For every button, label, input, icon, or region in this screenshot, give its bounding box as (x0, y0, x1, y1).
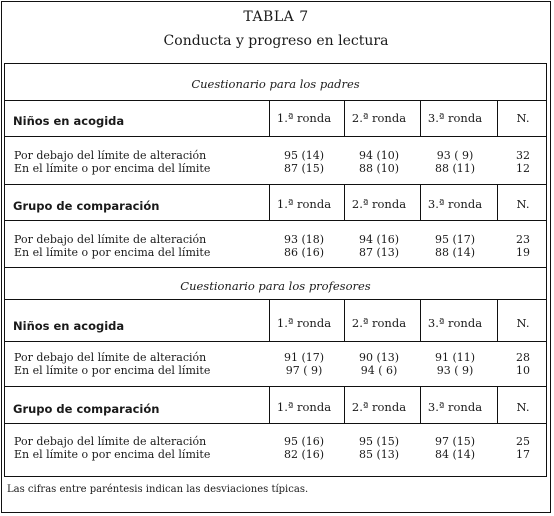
table-cell: 19 (516, 246, 530, 259)
row-label-below: Por debajo del límite de alteración (14, 233, 207, 246)
table-cell: 23 (516, 233, 530, 246)
table-title: TABLA 7 (243, 9, 309, 25)
column-divider (269, 386, 270, 423)
table-cell: 91 (11) (434, 351, 476, 364)
table-cell: 86 (16) (283, 246, 325, 259)
column-divider (344, 184, 345, 220)
row-label-at-above: En el límite o por encima del límite (14, 162, 211, 175)
column-divider (269, 299, 270, 341)
table-cell: 94 ( 6) (360, 364, 398, 377)
header-round-1: 1.ª ronda (276, 316, 332, 330)
column-divider (497, 100, 498, 136)
table-cell: 88 (10) (358, 162, 400, 175)
section-title-padres: Cuestionario para los padres (191, 77, 360, 91)
column-divider (497, 299, 498, 341)
row-label-at-above: En el límite o por encima del límite (14, 448, 211, 461)
group-label: Grupo de comparación (13, 199, 160, 213)
table-cell: 90 (13) (358, 351, 400, 364)
divider (5, 267, 546, 268)
table-cell: 84 (14) (434, 448, 476, 461)
table-cell: 88 (11) (434, 162, 476, 175)
divider (5, 423, 546, 424)
header-round-1: 1.ª ronda (276, 400, 332, 414)
table-cell: 95 (15) (358, 435, 400, 448)
table-cell: 94 (10) (358, 149, 400, 162)
column-divider (420, 299, 421, 341)
header-round-3: 3.ª ronda (427, 111, 483, 125)
table-cell: 10 (516, 364, 530, 377)
header-round-3: 3.ª ronda (427, 316, 483, 330)
header-n: N. (516, 400, 530, 414)
table-cell: 95 (17) (434, 233, 476, 246)
table-cell: 87 (15) (283, 162, 325, 175)
row-label-below: Por debajo del límite de alteración (14, 435, 207, 448)
table-cell: 85 (13) (358, 448, 400, 461)
table-cell: 25 (516, 435, 530, 448)
divider (5, 184, 546, 185)
table-subtitle: Conducta y progreso en lectura (163, 33, 389, 49)
column-divider (344, 100, 345, 136)
divider (5, 220, 546, 221)
header-round-3: 3.ª ronda (427, 400, 483, 414)
divider (5, 386, 546, 387)
column-divider (420, 184, 421, 220)
row-label-below: Por debajo del límite de alteración (14, 351, 207, 364)
column-divider (269, 100, 270, 136)
table-cell: 91 (17) (283, 351, 325, 364)
table-cell: 97 ( 9) (285, 364, 323, 377)
divider (5, 136, 546, 137)
column-divider (420, 100, 421, 136)
table-cell: 12 (516, 162, 530, 175)
data-table (4, 63, 547, 477)
row-label-at-above: En el límite o por encima del límite (14, 246, 211, 259)
header-round-1: 1.ª ronda (276, 111, 332, 125)
table-cell: 17 (516, 448, 530, 461)
group-label: Niños en acogida (13, 114, 125, 128)
group-label: Grupo de comparación (13, 402, 160, 416)
table-cell: 28 (516, 351, 530, 364)
header-round-3: 3.ª ronda (427, 197, 483, 211)
table-cell: 95 (16) (283, 435, 325, 448)
column-divider (497, 386, 498, 423)
table-cell: 88 (14) (434, 246, 476, 259)
header-round-2: 2.ª ronda (351, 197, 407, 211)
table-cell: 97 (15) (434, 435, 476, 448)
table-cell: 93 (18) (283, 233, 325, 246)
header-round-1: 1.ª ronda (276, 197, 332, 211)
header-n: N. (516, 197, 530, 211)
header-n: N. (516, 316, 530, 330)
column-divider (269, 184, 270, 220)
table-cell: 32 (516, 149, 530, 162)
table-cell: 94 (16) (358, 233, 400, 246)
row-label-at-above: En el límite o por encima del límite (14, 364, 211, 377)
divider (5, 341, 546, 342)
table-cell: 95 (14) (283, 149, 325, 162)
table-footnote: Las cifras entre paréntesis indican las desviaciones típicas. (7, 484, 309, 495)
column-divider (344, 386, 345, 423)
column-divider (497, 184, 498, 220)
section-title-profesores: Cuestionario para los profesores (180, 279, 371, 293)
table-cell: 82 (16) (283, 448, 325, 461)
header-round-2: 2.ª ronda (351, 111, 407, 125)
table-cell: 87 (13) (358, 246, 400, 259)
row-label-below: Por debajo del límite de alteración (14, 149, 207, 162)
table-cell: 93 ( 9) (436, 149, 474, 162)
divider (5, 299, 546, 300)
column-divider (420, 386, 421, 423)
table-cell: 93 ( 9) (436, 364, 474, 377)
header-round-2: 2.ª ronda (351, 316, 407, 330)
header-round-2: 2.ª ronda (351, 400, 407, 414)
header-n: N. (516, 111, 530, 125)
divider (5, 100, 546, 101)
group-label: Niños en acogida (13, 319, 125, 333)
column-divider (344, 299, 345, 341)
